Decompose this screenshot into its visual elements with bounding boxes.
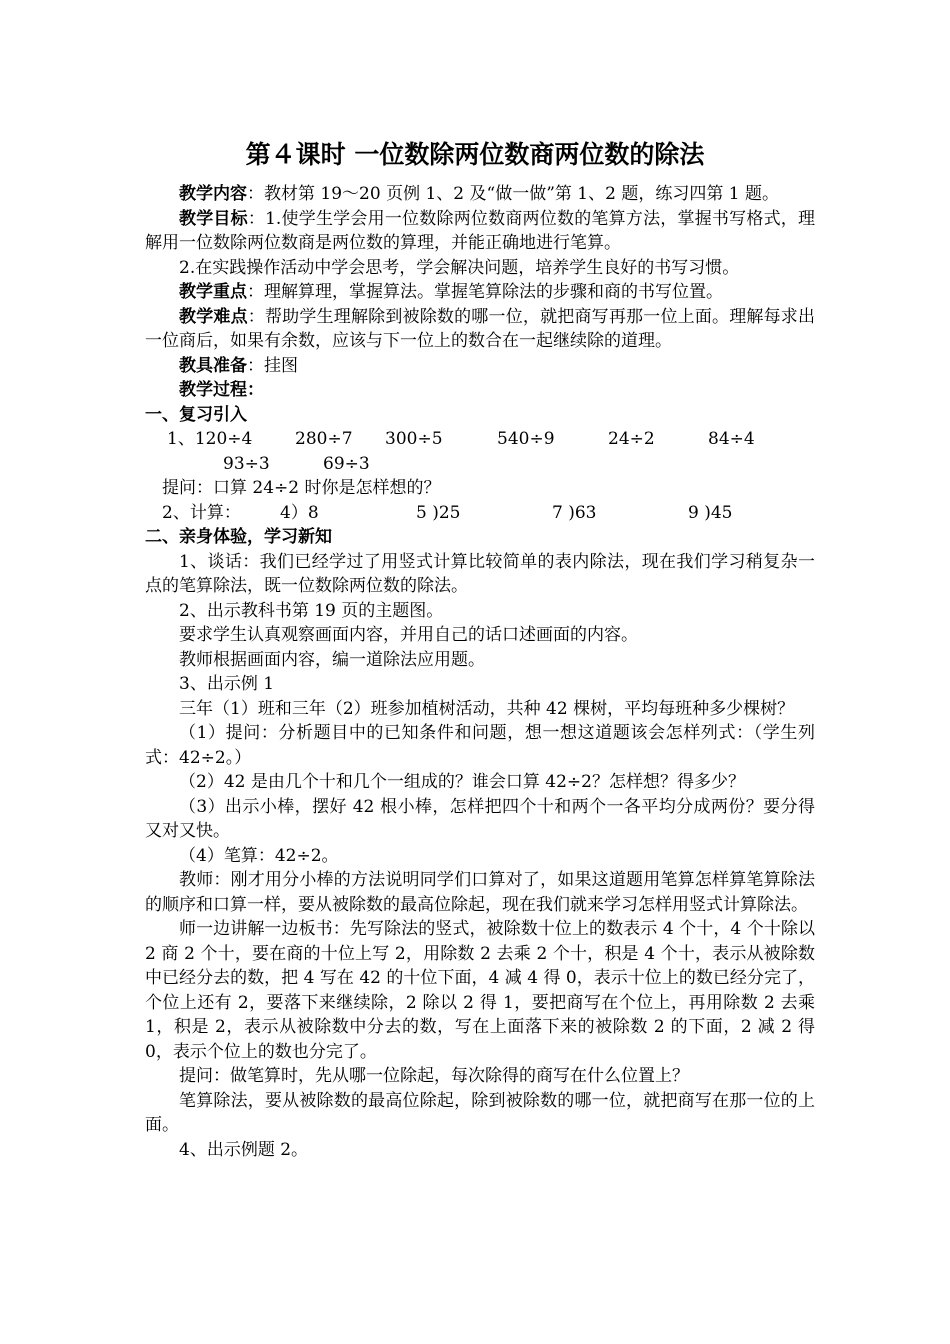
review-question: 提问：口算 24÷2 时你是怎样想的？: [162, 478, 441, 498]
paragraph: 4、出示例题 2。: [179, 1139, 309, 1160]
calc-row: [145, 501, 815, 526]
review-item: 280÷7: [295, 429, 353, 449]
document-body: [145, 182, 815, 1162]
tools-label: 教具准备: [179, 355, 247, 376]
calc-item: 4）8: [280, 502, 319, 523]
difficulty-label: 教学难点: [179, 306, 248, 327]
paragraph: 三年（1）班和三年（2）班参加植树活动，共种 42 棵树，平均每班种多少棵树？: [179, 698, 795, 719]
paragraph: 2、出示教科书第 19 页的主题图。: [179, 600, 444, 621]
keypoint-label: 教学重点: [179, 282, 247, 302]
teaching-keypoint: [145, 280, 815, 305]
tools-text: ：挂图: [247, 355, 298, 376]
review-item: 69÷3: [323, 453, 370, 474]
paragraph: （4）笔算：42÷2。: [179, 845, 339, 866]
paragraph: 师一边讲解一边板书：先写除法的竖式，被除数十位上的数表示 4 个十，4 个十除以 2 商 2 个十，要在商的十位上写 2，用除数 2 去乘 2 个十，积是 4 个十，表示从被除数中已经分去的数，把 4 写在 42 的十位下面，4 减 4 得 0，表示十位上的数已经分完了，个位上还有 2，要落下来继续除，2 除以 2 得 1，要把商写在个位上，再用除数 2 去乘 1，积是 2，表示从被除数中分去的数，写在上面落下来的被除数 2 的下面，2 减 2 得 0，表示个位上的数也分完了。: [145, 919, 815, 1062]
teaching-tools: [145, 354, 815, 379]
review-item: 93÷3: [223, 453, 270, 474]
review-item: 84÷4: [708, 429, 755, 449]
page-title: 第４课时 一位数除两位数商两位数的除法: [245, 140, 705, 169]
teaching-difficulty: [145, 305, 815, 354]
review-item: 1、120÷4: [167, 429, 253, 449]
teaching-content: [145, 182, 815, 207]
calc-item: 7 )63: [552, 502, 597, 523]
section1-heading: 一、复习引入: [145, 404, 247, 425]
teaching-objective-2: 2.在实践操作活动中学会思考，学会解决问题，培养学生良好的书写习惯。: [179, 257, 740, 278]
section2-heading: 二、亲身体验，学习新知: [145, 527, 332, 547]
review-item: 540÷9: [497, 429, 555, 449]
objective-text: ：1.使学生学会用一位数除两位数商两位数的笔算方法，掌握书写格式，理解用一位数除两位数商是两位数的算理，并能正确地进行笔算。: [145, 208, 816, 253]
review-item: 300÷5: [385, 429, 443, 449]
teaching-objective: [145, 207, 815, 256]
difficulty-text: ：帮助学生理解除到被除数的哪一位，就把商写再那一位上面。理解每求出一位商后，如果有余数，应该与下一位上的数合在一起继续除的道理。: [145, 306, 816, 351]
calc-item: 9 )45: [688, 502, 733, 523]
content-label: 教学内容: [179, 184, 247, 204]
paragraph: 笔算除法，要从被除数的最高位除起，除到被除数的哪一位，就把商写在那一位的上面。: [145, 1090, 815, 1135]
calc-item: 5 )25: [416, 502, 461, 523]
review-item: 24÷2: [608, 429, 655, 449]
paragraph: 提问：做笔算时，先从哪一位除起，每次除得的商写在什么位置上？: [179, 1066, 689, 1086]
paragraph: 3、出示例 1: [179, 674, 275, 694]
keypoint-text: ：理解算理，掌握算法。掌握笔算除法的步骤和商的书写位置。: [247, 282, 723, 302]
paragraph: 教师根据画面内容，编一道除法应用题。: [179, 649, 485, 670]
paragraph: （2）42 是由几个十和几个一组成的？谁会口算 42÷2？怎样想？得多少？: [179, 772, 745, 792]
paragraph: （1）提问：分析题目中的已知条件和问题，想一想这道题该会怎样列式：（学生列式：42÷2。）: [145, 723, 815, 768]
content-text: ：教材第 19～20 页例 1、2 及“做一做”第 1、2 题，练习四第 1 题。: [247, 184, 779, 204]
calc-label: 2、计算：: [162, 502, 241, 523]
paragraph: 要求学生认真观察画面内容，并用自己的话口述画面的内容。: [179, 625, 638, 645]
paragraph: 1、谈话：我们已经学过了用竖式计算比较简单的表内除法，现在我们学习稍复杂一点的笔算除法，既一位数除两位数的除法。: [145, 551, 815, 596]
process-label: 教学过程：: [179, 380, 264, 400]
paragraph: （3）出示小棒，摆好 42 根小棒，怎样把四个十和两个一各平均分成两份？要分得又对又快。: [145, 796, 815, 841]
review-row-2: [145, 452, 815, 477]
paragraph: 教师：刚才用分小棒的方法说明同学们口算对了，如果这道题用笔算怎样算笔算除法的顺序和口算一样，要从被除数的最高位除起，现在我们就来学习怎样用竖式计算除法。: [145, 870, 815, 915]
objective-label: 教学目标: [179, 208, 248, 229]
review-row-1: [145, 427, 815, 452]
